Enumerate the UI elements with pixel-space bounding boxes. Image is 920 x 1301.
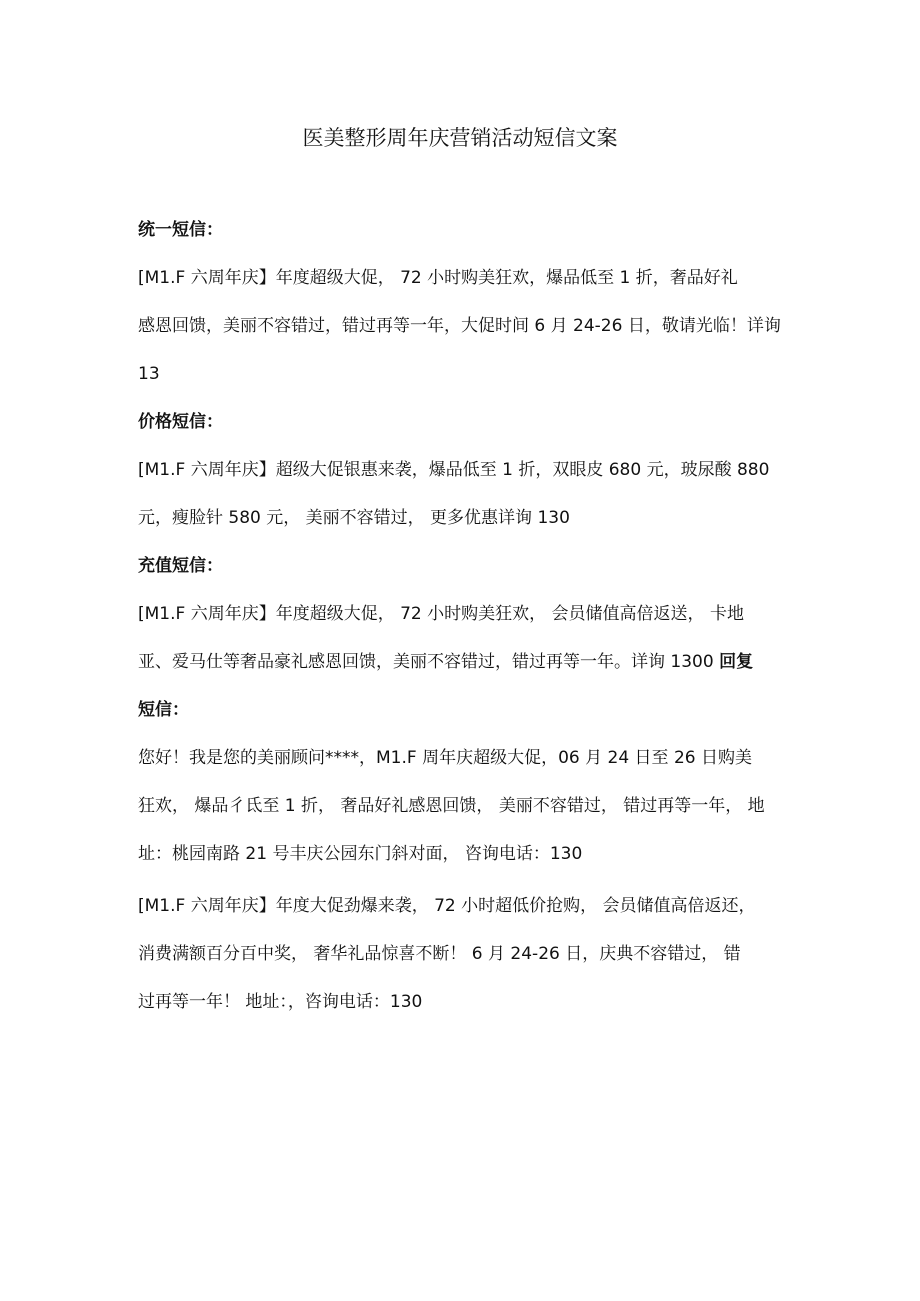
paragraph-line: 址：桃园南路 21 号丰庆公园东门斜对面， 咨询电话：130: [138, 844, 583, 864]
paragraph-line: [M1.F 六周年庆】年度超级大促， 72 小时购美狂欢， 会员储值高倍返送， 卡地: [138, 604, 744, 624]
paragraph-line: [M1.F 六周年庆】年度超级大促， 72 小时购美狂欢，爆品低至 1 折，奢品好礼: [138, 268, 738, 288]
document-title: 医美整形周年庆营销活动短信文案: [302, 126, 618, 150]
paragraph-line: [M1.F 六周年庆】超级大促银惠来袭，爆品低至 1 折，双眼皮 680 元，玻尿酸 880: [138, 460, 770, 480]
section-heading-price: 价格短信：: [138, 412, 223, 432]
paragraph-line: 过再等一年！ 地址：，咨询电话：130: [138, 992, 423, 1012]
paragraph-line: 狂欢， 爆品彳氐至 1 折， 奢品好礼感恩回馈， 美丽不容错过， 错过再等一年， 地: [138, 796, 765, 816]
paragraph-line: 元，瘦脸针 580 元， 美丽不容错过， 更多优惠详询 130: [138, 508, 570, 528]
inline-heading-reply: 回复: [719, 652, 754, 672]
paragraph-line: 您好！我是您的美丽顾问****，M1.F 周年庆超级大促，06 月 24 日至 26 日购美: [138, 748, 752, 768]
section-heading-reply: 短信：: [138, 700, 189, 720]
section-heading-recharge: 充值短信：: [138, 556, 223, 576]
section-heading-unified: 统一短信：: [138, 220, 223, 240]
paragraph-line: 消费满额百分百中奖， 奢华礼品惊喜不断！ 6 月 24-26 日，庆典不容错过， 错: [138, 944, 741, 964]
paragraph-line: [M1.F 六周年庆】年度大促劲爆来袭， 72 小时超低价抢购， 会员储值高倍返还，: [138, 896, 756, 916]
paragraph-line: 感恩回馈，美丽不容错过，错过再等一年，大促时间 6 月 24-26 日，敬请光临！详询: [138, 316, 781, 336]
paragraph-text: 亚、爱马仕等奢品豪礼感恩回馈，美丽不容错过，错过再等一年。详询 1300: [138, 652, 720, 672]
paragraph-line: 13: [138, 364, 160, 384]
paragraph-line: [138, 650, 753, 674]
